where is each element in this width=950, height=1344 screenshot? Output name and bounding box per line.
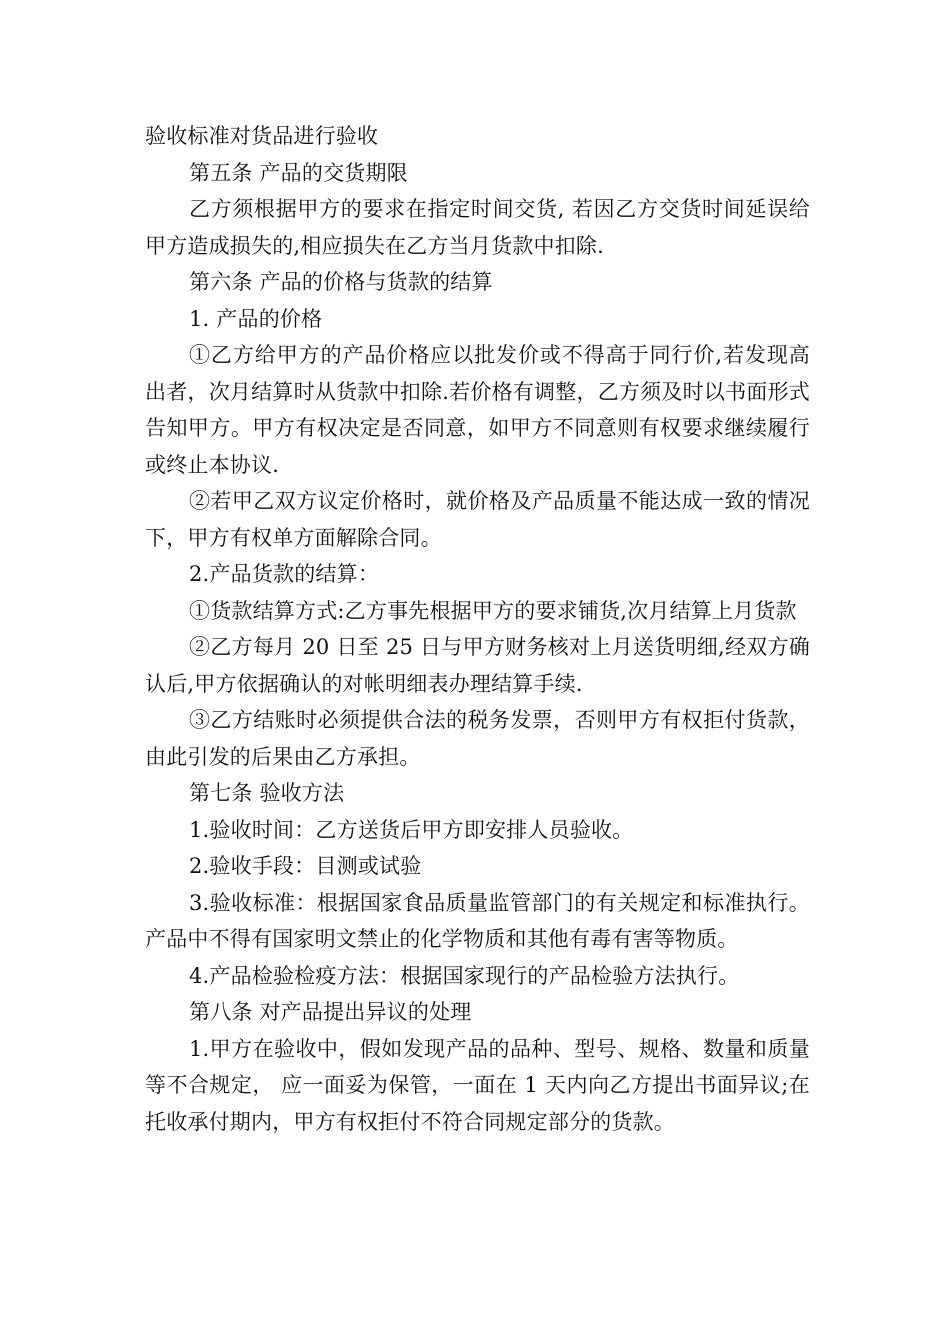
paragraph-6: ②若甲乙双方议定价格时，就价格及产品质量不能达成一致的情况下，甲方有权单方面解除合同。 bbox=[145, 489, 810, 550]
paragraph-14: 3.验收标准：根据国家食品质量监管部门的有关规定和标准执行。产品中不得有国家明文禁止的化学物质和其他有毒有害等物质。 bbox=[145, 890, 810, 951]
paragraph-8: ①货款结算方式:乙方事先根据甲方的要求铺货,次月结算上月货款 bbox=[189, 598, 797, 623]
paragraph-2: 乙方须根据甲方的要求在指定时间交货, 若因乙方交货时间延误给甲方造成损失的,相应损失在乙方当月货款中扣除. bbox=[145, 197, 810, 258]
paragraph-15: 4.产品检验检疫方法：根据国家现行的产品检验方法执行。 bbox=[189, 963, 740, 988]
paragraph-17: 1.甲方在验收中，假如发现产品的品种、型号、规格、数量和质量等不合规定， 应一面妥为保管，一面在 1 天内向乙方提出书面异议;在托收承付期内，甲方有权拒付不符合同规定部分的货款。 bbox=[145, 1036, 810, 1134]
paragraph-12: 1.验收时间：乙方送货后甲方即安排人员验收。 bbox=[189, 817, 634, 842]
article-6-heading: 第六条 产品的价格与货款的结算 bbox=[189, 270, 493, 294]
article-8-heading: 第八条 对产品提出异议的处理 bbox=[189, 1000, 472, 1024]
article-7-heading: 第七条 验收方法 bbox=[189, 781, 345, 805]
paragraph-7: 2.产品货款的结算： bbox=[189, 562, 380, 586]
paragraph-0: 验收标准对货品进行验收 bbox=[145, 124, 379, 148]
paragraph-10: ③乙方结账时必须提供合法的税务发票，否则甲方有权拒付货款，由此引发的后果由乙方承担。 bbox=[145, 708, 810, 769]
document-body bbox=[145, 118, 810, 1140]
paragraph-5: ①乙方给甲方的产品价格应以批发价或不得高于同行价,若发现高出者，次月结算时从货款中扣除.若价格有调整，乙方须及时以书面形式告知甲方。甲方有权决定是否同意，如甲方不同意则有权要求继续履行或终止本协议. bbox=[145, 343, 810, 477]
article-5-heading: 第五条 产品的交货期限 bbox=[189, 160, 408, 185]
paragraph-9: ②乙方每月 20 日至 25 日与甲方财务核对上月送货明细,经双方确认后,甲方依据确认的对帐明细表办理结算手续. bbox=[145, 635, 810, 696]
paragraph-13: 2.验收手段：目测或试验 bbox=[189, 854, 422, 878]
paragraph-4: 1. 产品的价格 bbox=[189, 306, 323, 331]
